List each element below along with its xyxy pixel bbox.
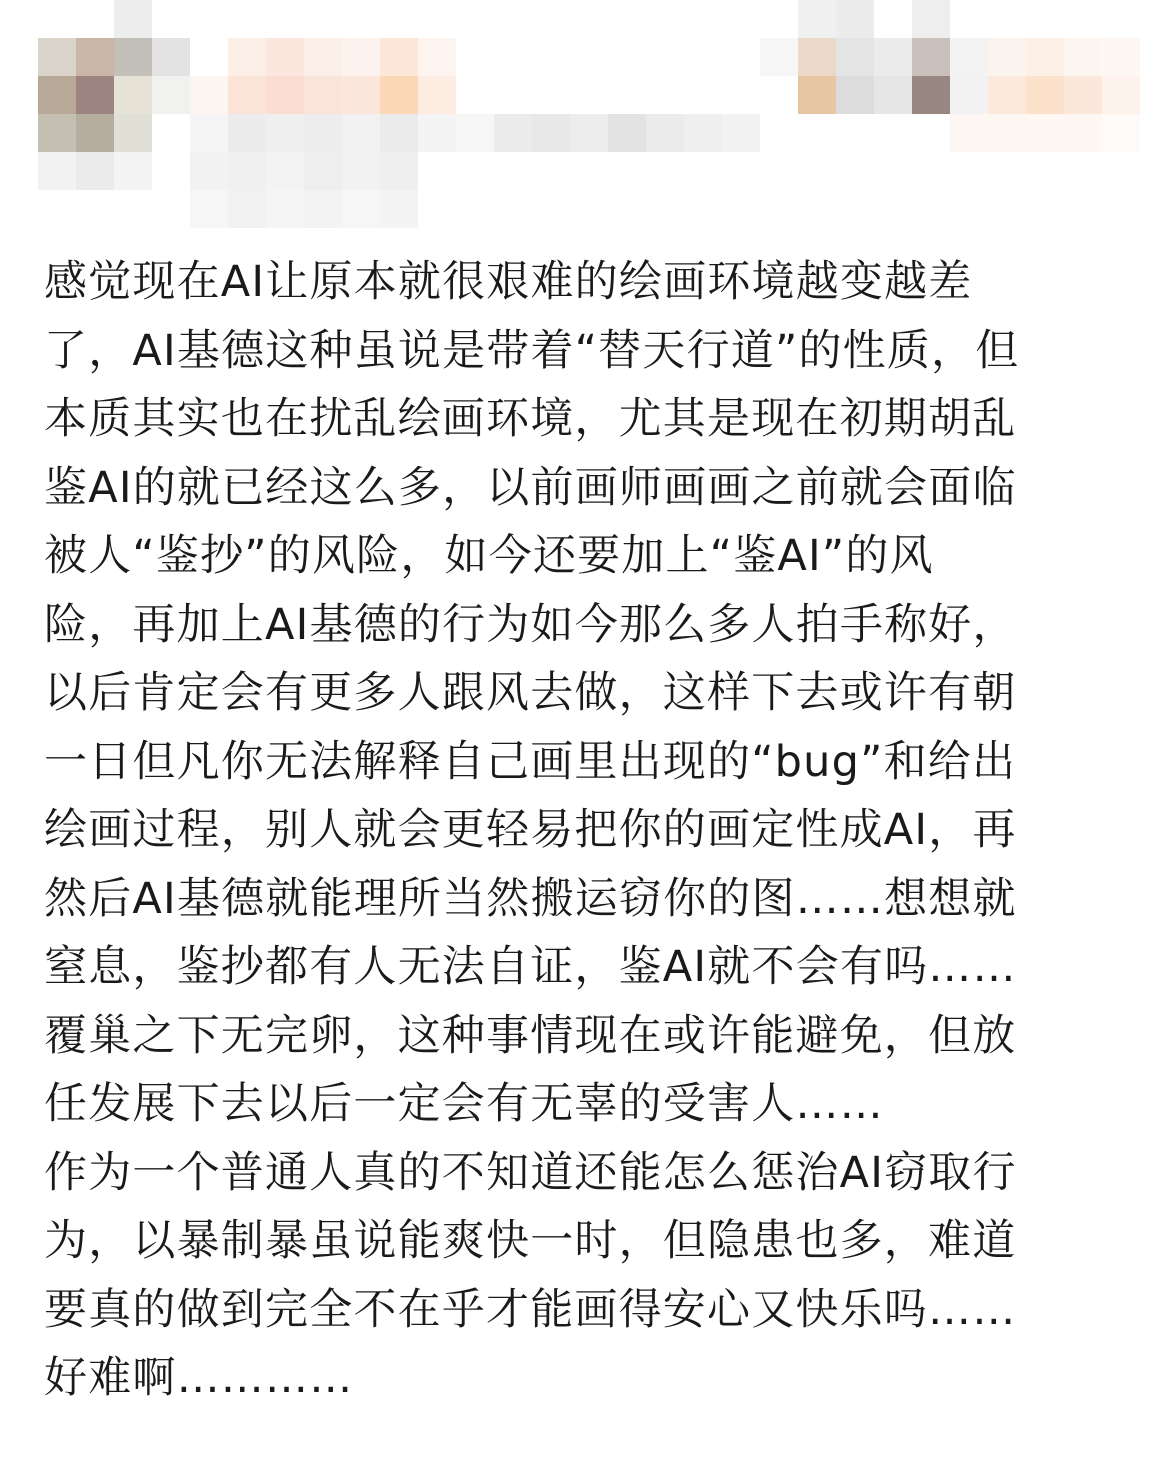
mosaic-block [38, 76, 76, 114]
mosaic-block [418, 76, 456, 114]
mosaic-block [722, 114, 760, 152]
mosaic-block [266, 38, 304, 76]
mosaic-block [646, 114, 684, 152]
mosaic-block [418, 114, 456, 152]
blurred-header [0, 0, 1170, 240]
mosaic-block [1102, 76, 1140, 114]
mosaic-block [418, 38, 456, 76]
mosaic-block [152, 76, 190, 114]
post-line: 鉴AI的就已经这么多，以前画师画画之前就会面临 [44, 462, 1017, 513]
mosaic-block [1064, 38, 1102, 76]
mosaic-block [266, 190, 304, 228]
mosaic-block [494, 114, 532, 152]
mosaic-block [114, 76, 152, 114]
mosaic-block [684, 114, 722, 152]
mosaic-block [114, 38, 152, 76]
post-line: 覆巢之下无完卵，这种事情现在或许能避免，但放 [44, 1010, 1017, 1061]
mosaic-block [114, 0, 152, 38]
mosaic-block [76, 38, 114, 76]
mosaic-block [380, 76, 418, 114]
mosaic-block [304, 76, 342, 114]
mosaic-block [1102, 38, 1140, 76]
mosaic-block [76, 152, 114, 190]
mosaic-block [988, 114, 1026, 152]
mosaic-block [76, 114, 114, 152]
post-line: 好难啊………… [44, 1353, 354, 1403]
mosaic-block [988, 76, 1026, 114]
post-line: 绘画过程，别人就会更轻易把你的画定性成AI，再 [44, 805, 1017, 855]
mosaic-block [190, 76, 228, 114]
post-line: 窒息，鉴抄都有人无法自证，鉴AI就不会有吗…… [44, 942, 1017, 992]
mosaic-block [380, 38, 418, 76]
mosaic-block [456, 114, 494, 152]
mosaic-block [152, 38, 190, 76]
mosaic-block [950, 38, 988, 76]
mosaic-block [266, 76, 304, 114]
mosaic-block [190, 152, 228, 190]
mosaic-block [38, 152, 76, 190]
mosaic-block [1026, 114, 1064, 152]
mosaic-block [228, 190, 266, 228]
mosaic-block [304, 152, 342, 190]
mosaic-block [114, 114, 152, 152]
post-line: 作为一个普通人真的不知道还能怎么惩治AI窃取行 [44, 1147, 1017, 1198]
post-line: 任发展下去以后一定会有无辜的受害人…… [44, 1079, 884, 1129]
mosaic-block [912, 76, 950, 114]
mosaic-block [380, 114, 418, 152]
mosaic-block [1026, 38, 1064, 76]
mosaic-block [342, 190, 380, 228]
post-line: 为，以暴制暴虽说能爽快一时，但隐患也多，难道 [44, 1216, 1017, 1266]
mosaic-block [912, 0, 950, 38]
mosaic-block [228, 152, 266, 190]
post-line: 然后AI基德就能理所当然搬运窃你的图……想想就 [44, 873, 1017, 924]
mosaic-block [1064, 114, 1102, 152]
mosaic-block [950, 76, 988, 114]
mosaic-block [38, 114, 76, 152]
mosaic-block [266, 152, 304, 190]
post-line: 被人“鉴抄”的风险，如今还要加上“鉴AI”的风 [44, 531, 934, 581]
mosaic-block [836, 38, 874, 76]
mosaic-block [342, 38, 380, 76]
mosaic-block [76, 76, 114, 114]
mosaic-block [532, 114, 570, 152]
mosaic-block [1102, 114, 1140, 152]
post-line: 以后肯定会有更多人跟风去做，这样下去或许有朝 [44, 668, 1017, 718]
mosaic-block [1026, 76, 1064, 114]
mosaic-block [380, 190, 418, 228]
mosaic-block [760, 38, 798, 76]
mosaic-block [798, 0, 836, 38]
mosaic-block [266, 114, 304, 152]
post-line: 要真的做到完全不在乎才能画得安心又快乐吗…… [44, 1284, 1017, 1335]
post-line: 险，再加上AI基德的行为如今那么多人拍手称好， [44, 599, 1017, 650]
mosaic-block [988, 38, 1026, 76]
mosaic-block [1064, 76, 1102, 114]
mosaic-block [608, 114, 646, 152]
mosaic-block [874, 38, 912, 76]
mosaic-block [874, 76, 912, 114]
post-line: 一日但凡你无法解释自己画里出现的“bug”和给出 [44, 736, 1017, 787]
mosaic-block [836, 0, 874, 38]
mosaic-block [950, 114, 988, 152]
mosaic-block [304, 190, 342, 228]
mosaic-block [228, 38, 266, 76]
post-body [44, 248, 1134, 1413]
post-line: 了，AI基德这种虽说是带着“替天行道”的性质，但 [44, 325, 1020, 376]
mosaic-block [114, 152, 152, 190]
mosaic-block [342, 114, 380, 152]
mosaic-block [190, 114, 228, 152]
mosaic-block [836, 76, 874, 114]
mosaic-block [912, 38, 950, 76]
mosaic-block [304, 38, 342, 76]
mosaic-block [570, 114, 608, 152]
mosaic-block [342, 152, 380, 190]
mosaic-block [190, 190, 228, 228]
mosaic-block [342, 76, 380, 114]
post-line: 本质其实也在扰乱绘画环境，尤其是现在初期胡乱 [44, 394, 1017, 444]
mosaic-block [38, 38, 76, 76]
mosaic-block [228, 114, 266, 152]
mosaic-block [798, 76, 836, 114]
mosaic-block [304, 114, 342, 152]
mosaic-block [228, 76, 266, 114]
post-line: 感觉现在AI让原本就很艰难的绘画环境越变越差 [44, 257, 973, 307]
mosaic-block [798, 38, 836, 76]
mosaic-block [380, 152, 418, 190]
